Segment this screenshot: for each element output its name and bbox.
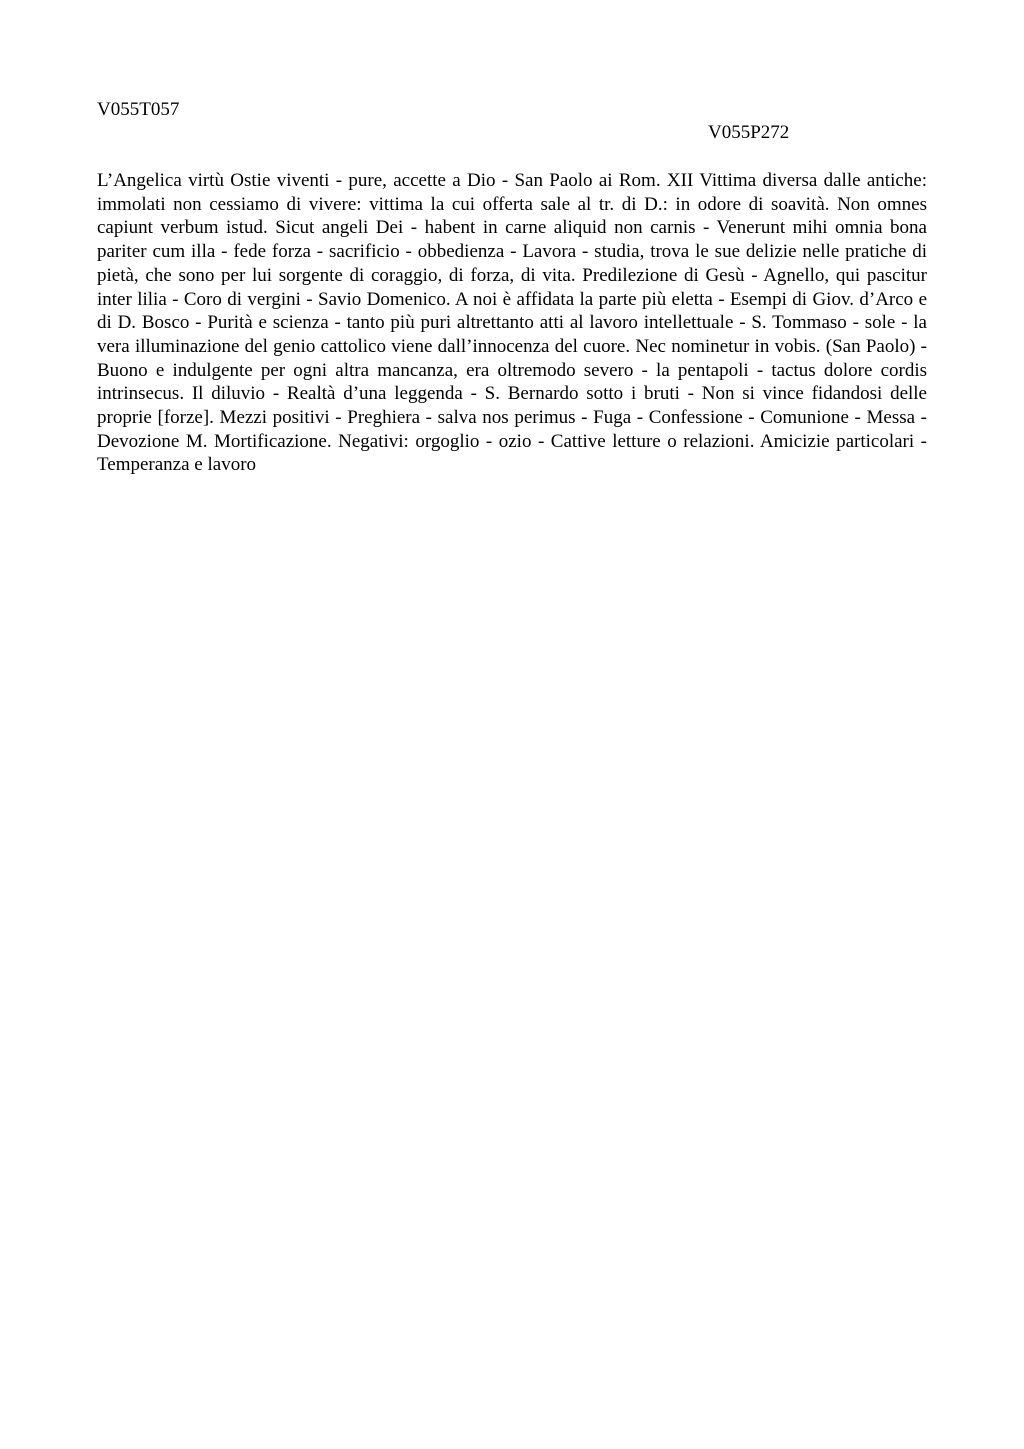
document-id: V055T057 [97,99,180,120]
body-paragraph: L’Angelica virtù Ostie viventi - pure, accette a Dio - San Paolo ai Rom. XII Vittima diversa dalle antiche: immolati non cessiamo di vivere: vittima la cui offerta sale al tr. di D.: in odore di soavità. Non omnes capiunt verbum istud. Sicut angeli Dei - habent in carne aliquid non carnis - Venerunt mihi omnia bona pariter cum illa - fede forza - sacrificio - obbedienza - Lavora - studia, trova le sue delizie nelle pratiche di pietà, che sono per lui sorgente di coraggio, di forza, di vita. Predilezione di Gesù - Agnello, qui pascitur inter lilia - Coro di vergini - Savio Domenico. A noi è affidata la parte più eletta - Esempi di Giov. d’Arco e di D. Bosco - Purità e scienza - tanto più puri altrettanto atti al lavoro intellettuale - S. Tommaso - sole - la vera illuminazione del genio cattolico viene dall’innocenza del cuore. Nec nominetur in vobis. (San Paolo) - Buono e indulgente per ogni altra mancanza, era oltremodo severo - la pentapoli - tactus dolore cordis intrinsecus. Il diluvio - Realtà d’una leggenda - S. Bernardo sotto i bruti - Non si vince fidandosi delle proprie [forze]. Mezzi positivi - Preghiera - salva nos perimus - Fuga - Confessione - Comunione - Messa - Devozione M. Mortificazione. Negativi: orgoglio - ozio - Cattive letture o relazioni. Amicizie particolari - Temperanza e lavoro [97,170,927,476]
page-id: V055P272 [708,122,790,143]
